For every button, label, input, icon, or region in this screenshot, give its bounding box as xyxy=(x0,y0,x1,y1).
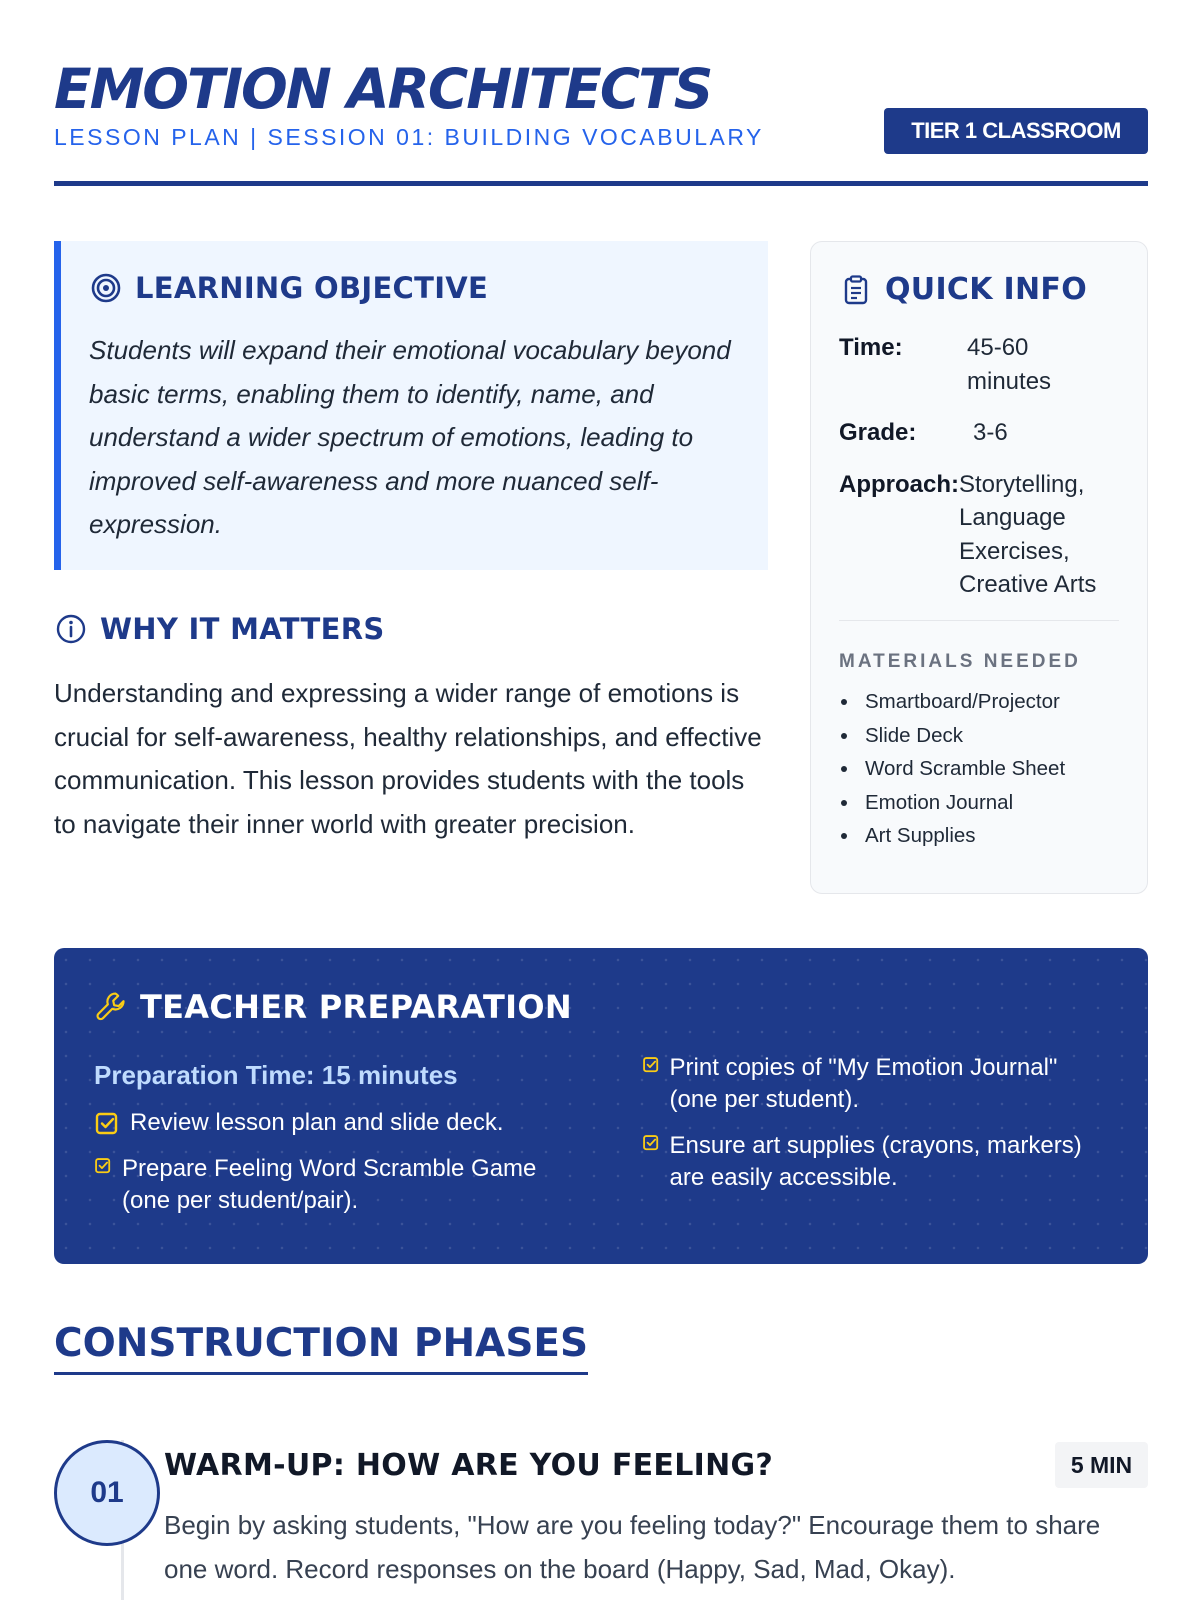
checkbox-checked-icon xyxy=(94,1111,120,1137)
quick-info-heading: QUICK INFO xyxy=(885,272,1087,307)
prep-task-text: Prepare Feeling Word Scramble Game (one per student/pair). xyxy=(122,1155,537,1214)
divider xyxy=(839,620,1119,622)
prep-task-text: Review lesson plan and slide deck. xyxy=(130,1109,504,1136)
quick-info-card xyxy=(810,241,1148,894)
materials-heading: MATERIALS NEEDED xyxy=(839,651,1081,672)
construction-phases-heading: CONSTRUCTION PHASES xyxy=(54,1320,588,1375)
info-label: Grade: xyxy=(839,419,917,446)
prep-task xyxy=(94,1153,642,1217)
why-it-matters-text: Understanding and expressing a wider range of emotions is crucial for self-awareness, healthy relationships, and effective communication. This lesson provides students with the tools to navigate their inner world with greater precision. xyxy=(54,678,762,839)
prep-time: Preparation Time: 15 minutes xyxy=(94,1060,458,1090)
learning-objective-card xyxy=(54,241,768,570)
why-it-matters-section xyxy=(54,612,768,846)
info-label: Approach: xyxy=(839,470,959,498)
checkbox-checked-icon xyxy=(642,1134,660,1152)
teacher-preparation-heading: TEACHER PREPARATION xyxy=(140,988,572,1026)
phase-number: 01 xyxy=(54,1440,160,1546)
tier-badge: TIER 1 CLASSROOM xyxy=(884,108,1148,154)
prep-right-column xyxy=(642,1052,1108,1231)
list-item: Art Supplies xyxy=(839,819,1119,853)
target-icon xyxy=(89,271,123,305)
info-label: Time: xyxy=(839,334,903,361)
phase-description: Begin by asking students, "How are you feeling today?" Encourage them to share one word. Record responses on the board (Happy, Sad, Mad, Okay). xyxy=(164,1510,1101,1584)
wrench-icon xyxy=(94,990,128,1024)
phase-title: WARM-UP: HOW ARE YOU FEELING? xyxy=(164,1448,774,1483)
why-it-matters-heading: WHY IT MATTERS xyxy=(100,612,385,646)
page-title: EMOTION ARCHITECTS xyxy=(54,57,712,121)
lesson-plan-page xyxy=(54,0,1148,1600)
header xyxy=(54,56,1148,186)
info-row-time xyxy=(839,331,1119,398)
checkbox-checked-icon xyxy=(94,1157,112,1175)
learning-objective-heading: LEARNING OBJECTIVE xyxy=(135,271,489,305)
list-item: Slide Deck xyxy=(839,719,1119,753)
phase-item xyxy=(54,1440,1148,1600)
page-subtitle: LESSON PLAN | SESSION 01: BUILDING VOCABULARY xyxy=(54,124,764,150)
info-value: 3-6 xyxy=(973,419,1008,446)
prep-task-text: Ensure art supplies (crayons, markers) are easily accessible. xyxy=(669,1132,1082,1191)
learning-objective-text: Students will expand their emotional vocabulary beyond basic terms, enabling them to identify, name, and understand a wider spectrum of emotions, leading to improved self-awareness and more nuanced self-expression. xyxy=(89,335,731,539)
prep-left-column xyxy=(94,1060,642,1231)
list-item: Word Scramble Sheet xyxy=(839,752,1119,786)
phase-duration-badge: 5 MIN xyxy=(1055,1442,1148,1488)
info-value: 45-60 minutes xyxy=(967,334,1052,395)
prep-task xyxy=(642,1052,1108,1116)
clipboard-icon xyxy=(839,273,873,307)
info-icon xyxy=(54,612,88,646)
info-value: Storytelling, Language Exercises, Creative Arts xyxy=(959,470,1097,598)
quick-info-table xyxy=(839,331,1119,602)
list-item: Smartboard/Projector xyxy=(839,685,1119,719)
materials-list xyxy=(839,685,1119,853)
list-item: Emotion Journal xyxy=(839,786,1119,820)
teacher-preparation-card xyxy=(54,948,1148,1264)
info-row-grade xyxy=(839,416,1119,450)
checkbox-checked-icon xyxy=(642,1056,660,1074)
prep-task-text: Print copies of "My Emotion Journal" (one per student). xyxy=(669,1054,1058,1113)
prep-task xyxy=(94,1107,642,1139)
info-row-approach xyxy=(839,468,1119,602)
prep-task xyxy=(642,1130,1108,1194)
